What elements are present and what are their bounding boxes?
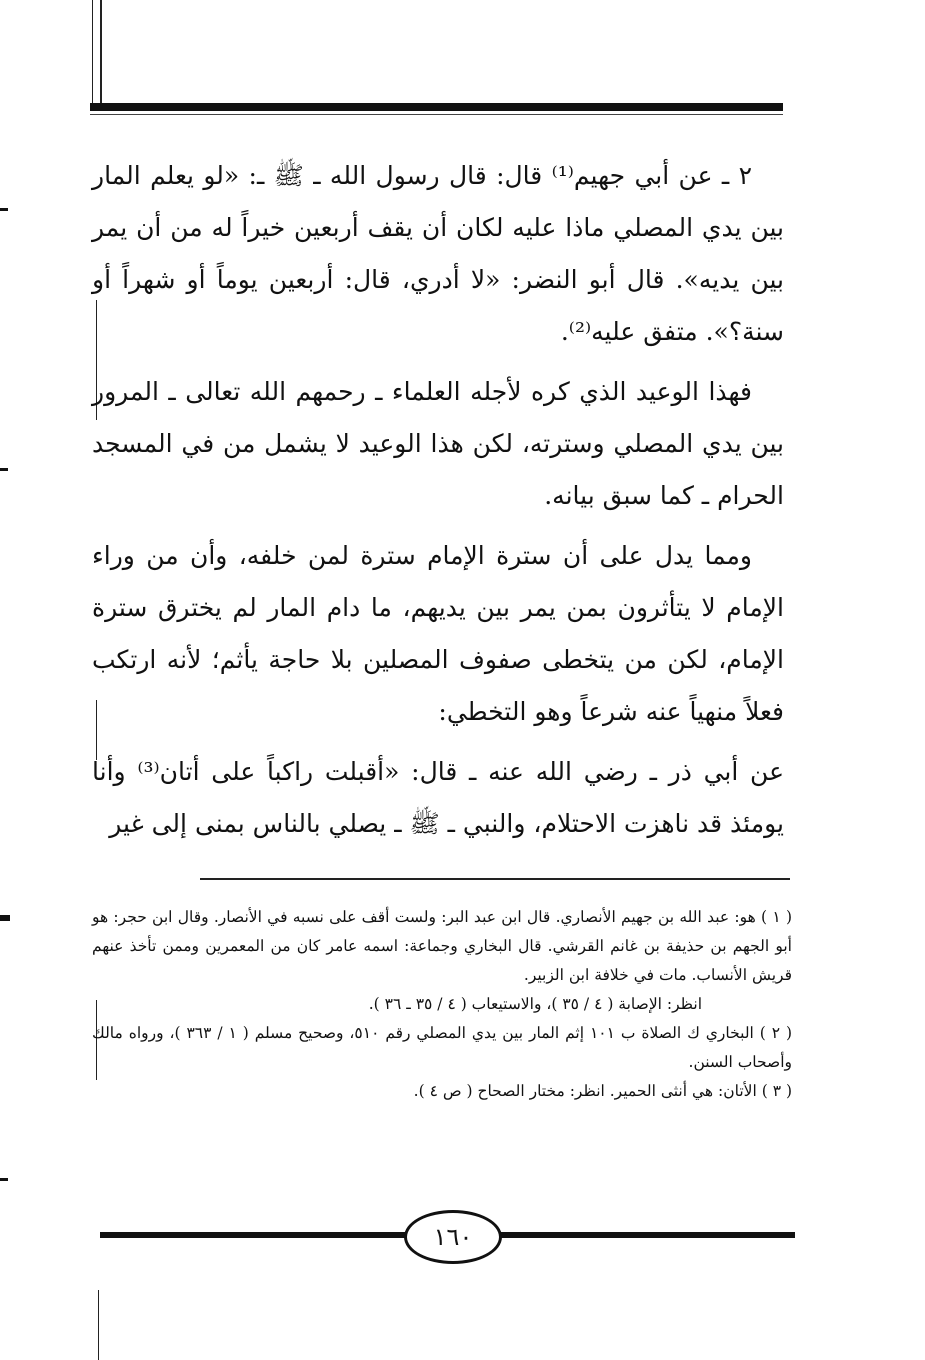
scan-margin-line (92, 0, 93, 105)
footnote-3: ( ٣ ) الأتان: هي أنثى الحمير. انظر: مختار الصحاح ( ص ٤ ). (413, 1082, 792, 1100)
header-rule-thin (90, 114, 783, 115)
footnote-2: ( ٢ ) البخاري ك الصلاة ب ١٠١ إثم المار بين يدي المصلي رقم ٥١٠، وصحيح مسلم ( ١ / ٣٦٣ )، ورواه مالك وأصحاب السنن. (92, 1024, 793, 1071)
footnote-1: ( ١ ) هو: عبد الله بن جهيم الأنصاري. قال ابن عبد البر: ولست أقف على نسبه في الأنصار. وقال ابن حجر: هو أبو الجهم بن حذيفة بن غانم القرشي. قال البخاري وجماعة: اسمه عامر كان من المعمرين وممن تأخذ عنهم قريش الأنساب. مات في خلافة ابن الزبير. (92, 908, 792, 984)
page-number: ١٦٠ (404, 1210, 502, 1264)
scan-margin-line (98, 1290, 99, 1360)
footnote-separator (200, 878, 790, 880)
scan-edge-mark (0, 468, 8, 471)
paragraph-hadith-abu-juhaym: ٢ ـ عن أبي جهيم⁽¹⁾ قال: قال رسول الله ـ ﷺ ـ: «لو يعلم المار بين يدي المصلي ماذا عليه لكان أن يقف أربعين خيراً له من أن يمر بين يديه». قال أبو النضر: «لا أدري، قال: أربعين يوماً أو شهراً أو سنة؟». متفق عليه⁽²⁾. (92, 161, 784, 346)
scan-margin-line (100, 0, 102, 105)
main-text (92, 150, 784, 858)
footnote-1-refs: انظر: الإصابة ( ٤ / ٣٥ )، والاستيعاب ( ٤ / ٣٥ ـ ٣٦ ). (368, 995, 702, 1013)
header-rule (90, 103, 783, 111)
paragraph-hadith-abu-dharr: عن أبي ذر ـ رضي الله عنه ـ قال: «أقبلت راكباً على أتان⁽³⁾ وأنا يومئذ قد ناهزت الاحتلام، والنبي ـ ﷺ ـ يصلي بالناس بمنى إلى غير (92, 757, 785, 838)
scan-edge-mark (0, 1178, 8, 1181)
footnotes (92, 903, 792, 1106)
scan-edge-mark (0, 915, 10, 921)
paragraph-imam-sutra: ومما يدل على أن سترة الإمام سترة لمن خلفه، وأن من وراء الإمام لا يتأثرون بمن يمر بين يديهم، ما دام المار لم يخترق سترة الإمام، لكن من يتخطى صفوف المصلين بلا حاجة يأثم؛ لأنه ارتكب فعلاً منهياً عنه شرعاً وهو التخطي: (92, 541, 784, 726)
paragraph-warning: فهذا الوعيد الذي كره لأجله العلماء ـ رحمهم الله تعالى ـ المرور بين يدي المصلي وسترته، لكن هذا الوعيد لا يشمل من في المسجد الحرام ـ كما سبق بيانه. (92, 377, 784, 510)
scan-edge-mark (0, 208, 8, 211)
